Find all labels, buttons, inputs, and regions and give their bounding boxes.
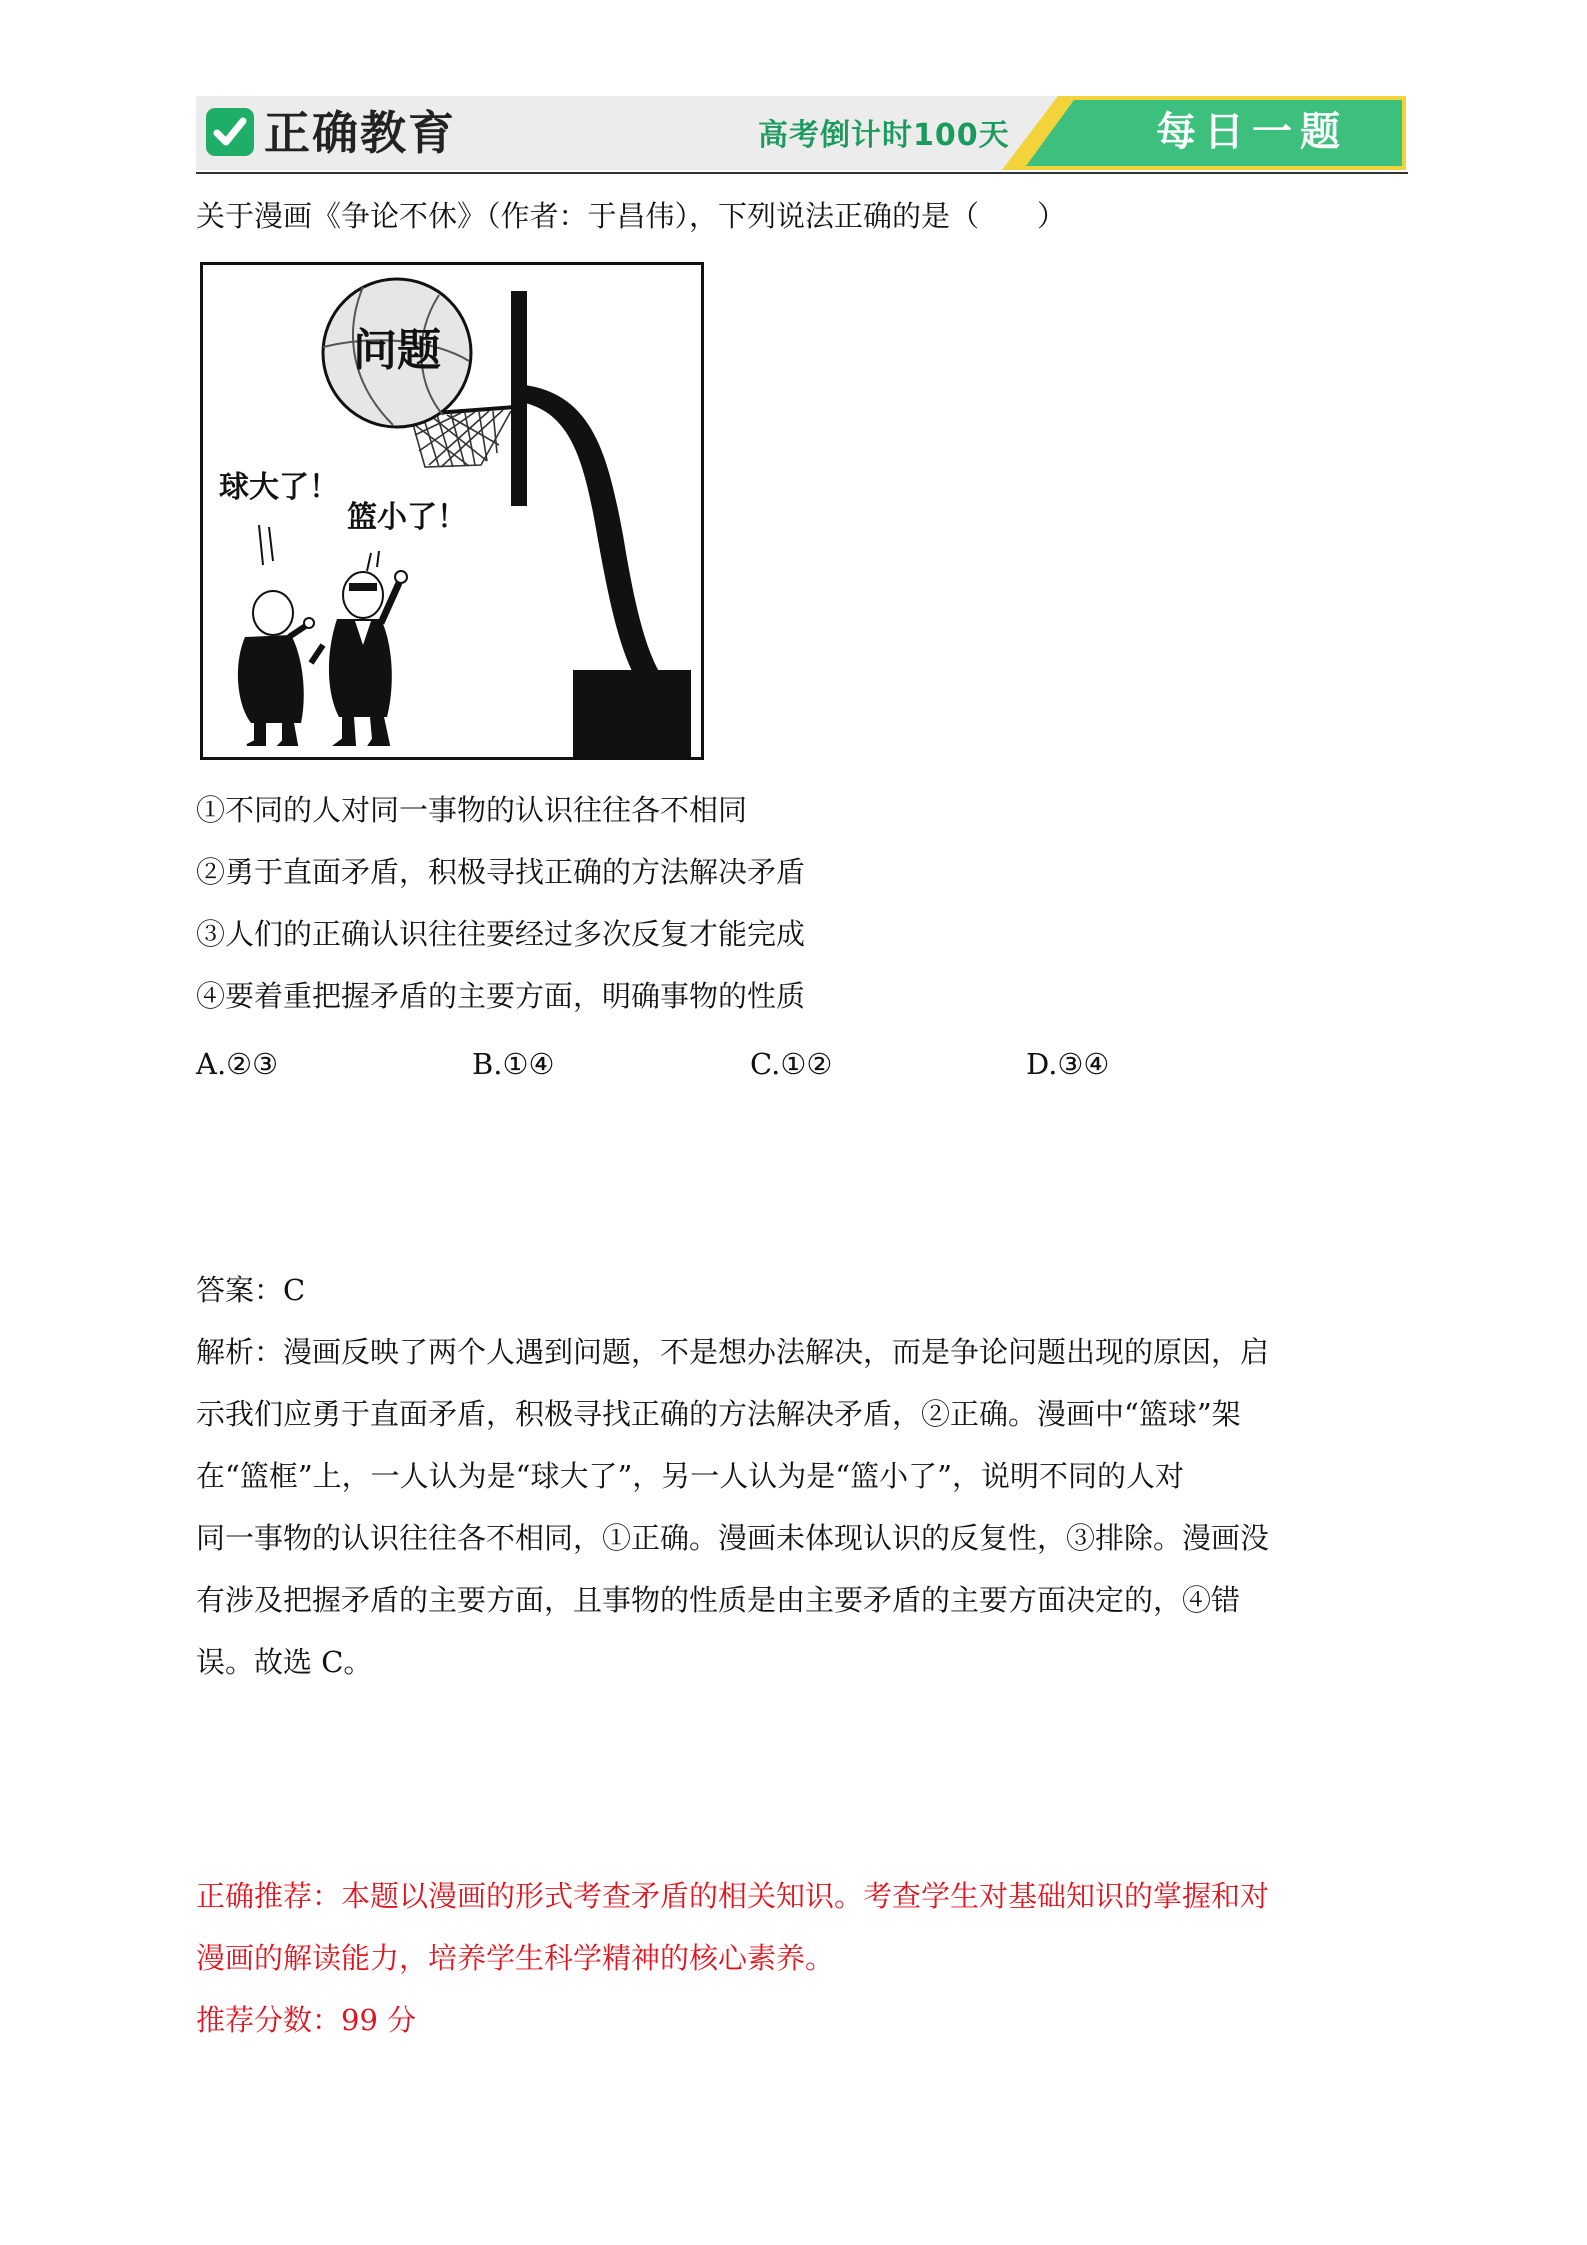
- recommend-line-1: 正确推荐：本题以漫画的形式考查矛盾的相关知识。考查学生对基础知识的掌握和对: [196, 1879, 1270, 1913]
- cartoon-image: [200, 262, 704, 760]
- option-c: C.①②: [750, 1047, 833, 1081]
- speech-left: 球大了！: [219, 470, 339, 505]
- hoop-base: [573, 670, 691, 757]
- recommend-line-2: 漫画的解读能力，培养学生科学精神的核心素养。: [196, 1941, 835, 1975]
- statement-2: ②勇于直面矛盾，积极寻找正确的方法解决矛盾: [196, 855, 806, 889]
- ball-label: 问题: [353, 325, 441, 376]
- speech-right: 篮小了！: [347, 500, 467, 535]
- answer-options: [196, 1044, 1196, 1084]
- statement-3: ③人们的正确认识往往要经过多次反复才能完成: [196, 917, 806, 951]
- analysis-line-6: 误。故选 C。: [196, 1645, 373, 1679]
- header-banner: [196, 96, 1406, 174]
- analysis-line-5: 有涉及把握矛盾的主要方面，且事物的性质是由主要矛盾的主要方面决定的，④错: [196, 1583, 1241, 1617]
- answer-label: 答案：C: [196, 1273, 306, 1307]
- analysis-line-3: 在“篮框”上，一人认为是“球大了”，另一人认为是“篮小了”，说明不同的人对: [196, 1459, 1184, 1493]
- countdown-text: 高考倒计时100天: [758, 118, 1010, 153]
- man-left: [238, 591, 314, 745]
- man-right: [311, 571, 407, 745]
- hoop-pole: [525, 385, 661, 677]
- option-a: A.②③: [196, 1047, 279, 1081]
- analysis-line-4: 同一事物的认识往往各不相同，①正确。漫画未体现认识的反复性，③排除。漫画没: [196, 1521, 1270, 1555]
- recommend-score: 推荐分数：99 分: [196, 2003, 417, 2037]
- logo-text: 正确教育: [264, 106, 456, 160]
- analysis-line-2: 示我们应勇于直面矛盾，积极寻找正确的方法解决矛盾，②正确。漫画中“篮球”架: [196, 1397, 1241, 1431]
- check-icon: [206, 108, 254, 156]
- statement-1: ①不同的人对同一事物的认识往往各不相同: [196, 793, 748, 827]
- cartoon-drawing: [203, 265, 701, 757]
- analysis-line-1: 解析：漫画反映了两个人遇到问题，不是想办法解决，而是争论问题出现的原因，启: [196, 1335, 1270, 1369]
- daily-question-title: 每日一题: [1156, 109, 1348, 155]
- statement-4: ④要着重把握矛盾的主要方面，明确事物的性质: [196, 979, 806, 1013]
- option-b: B.①④: [472, 1047, 555, 1081]
- question-stem: 关于漫画《争论不休》（作者：于昌伟），下列说法正确的是（ ）: [196, 199, 1067, 233]
- header-rule: [196, 172, 1408, 174]
- option-d: D.③④: [1026, 1047, 1110, 1081]
- backboard: [511, 291, 527, 506]
